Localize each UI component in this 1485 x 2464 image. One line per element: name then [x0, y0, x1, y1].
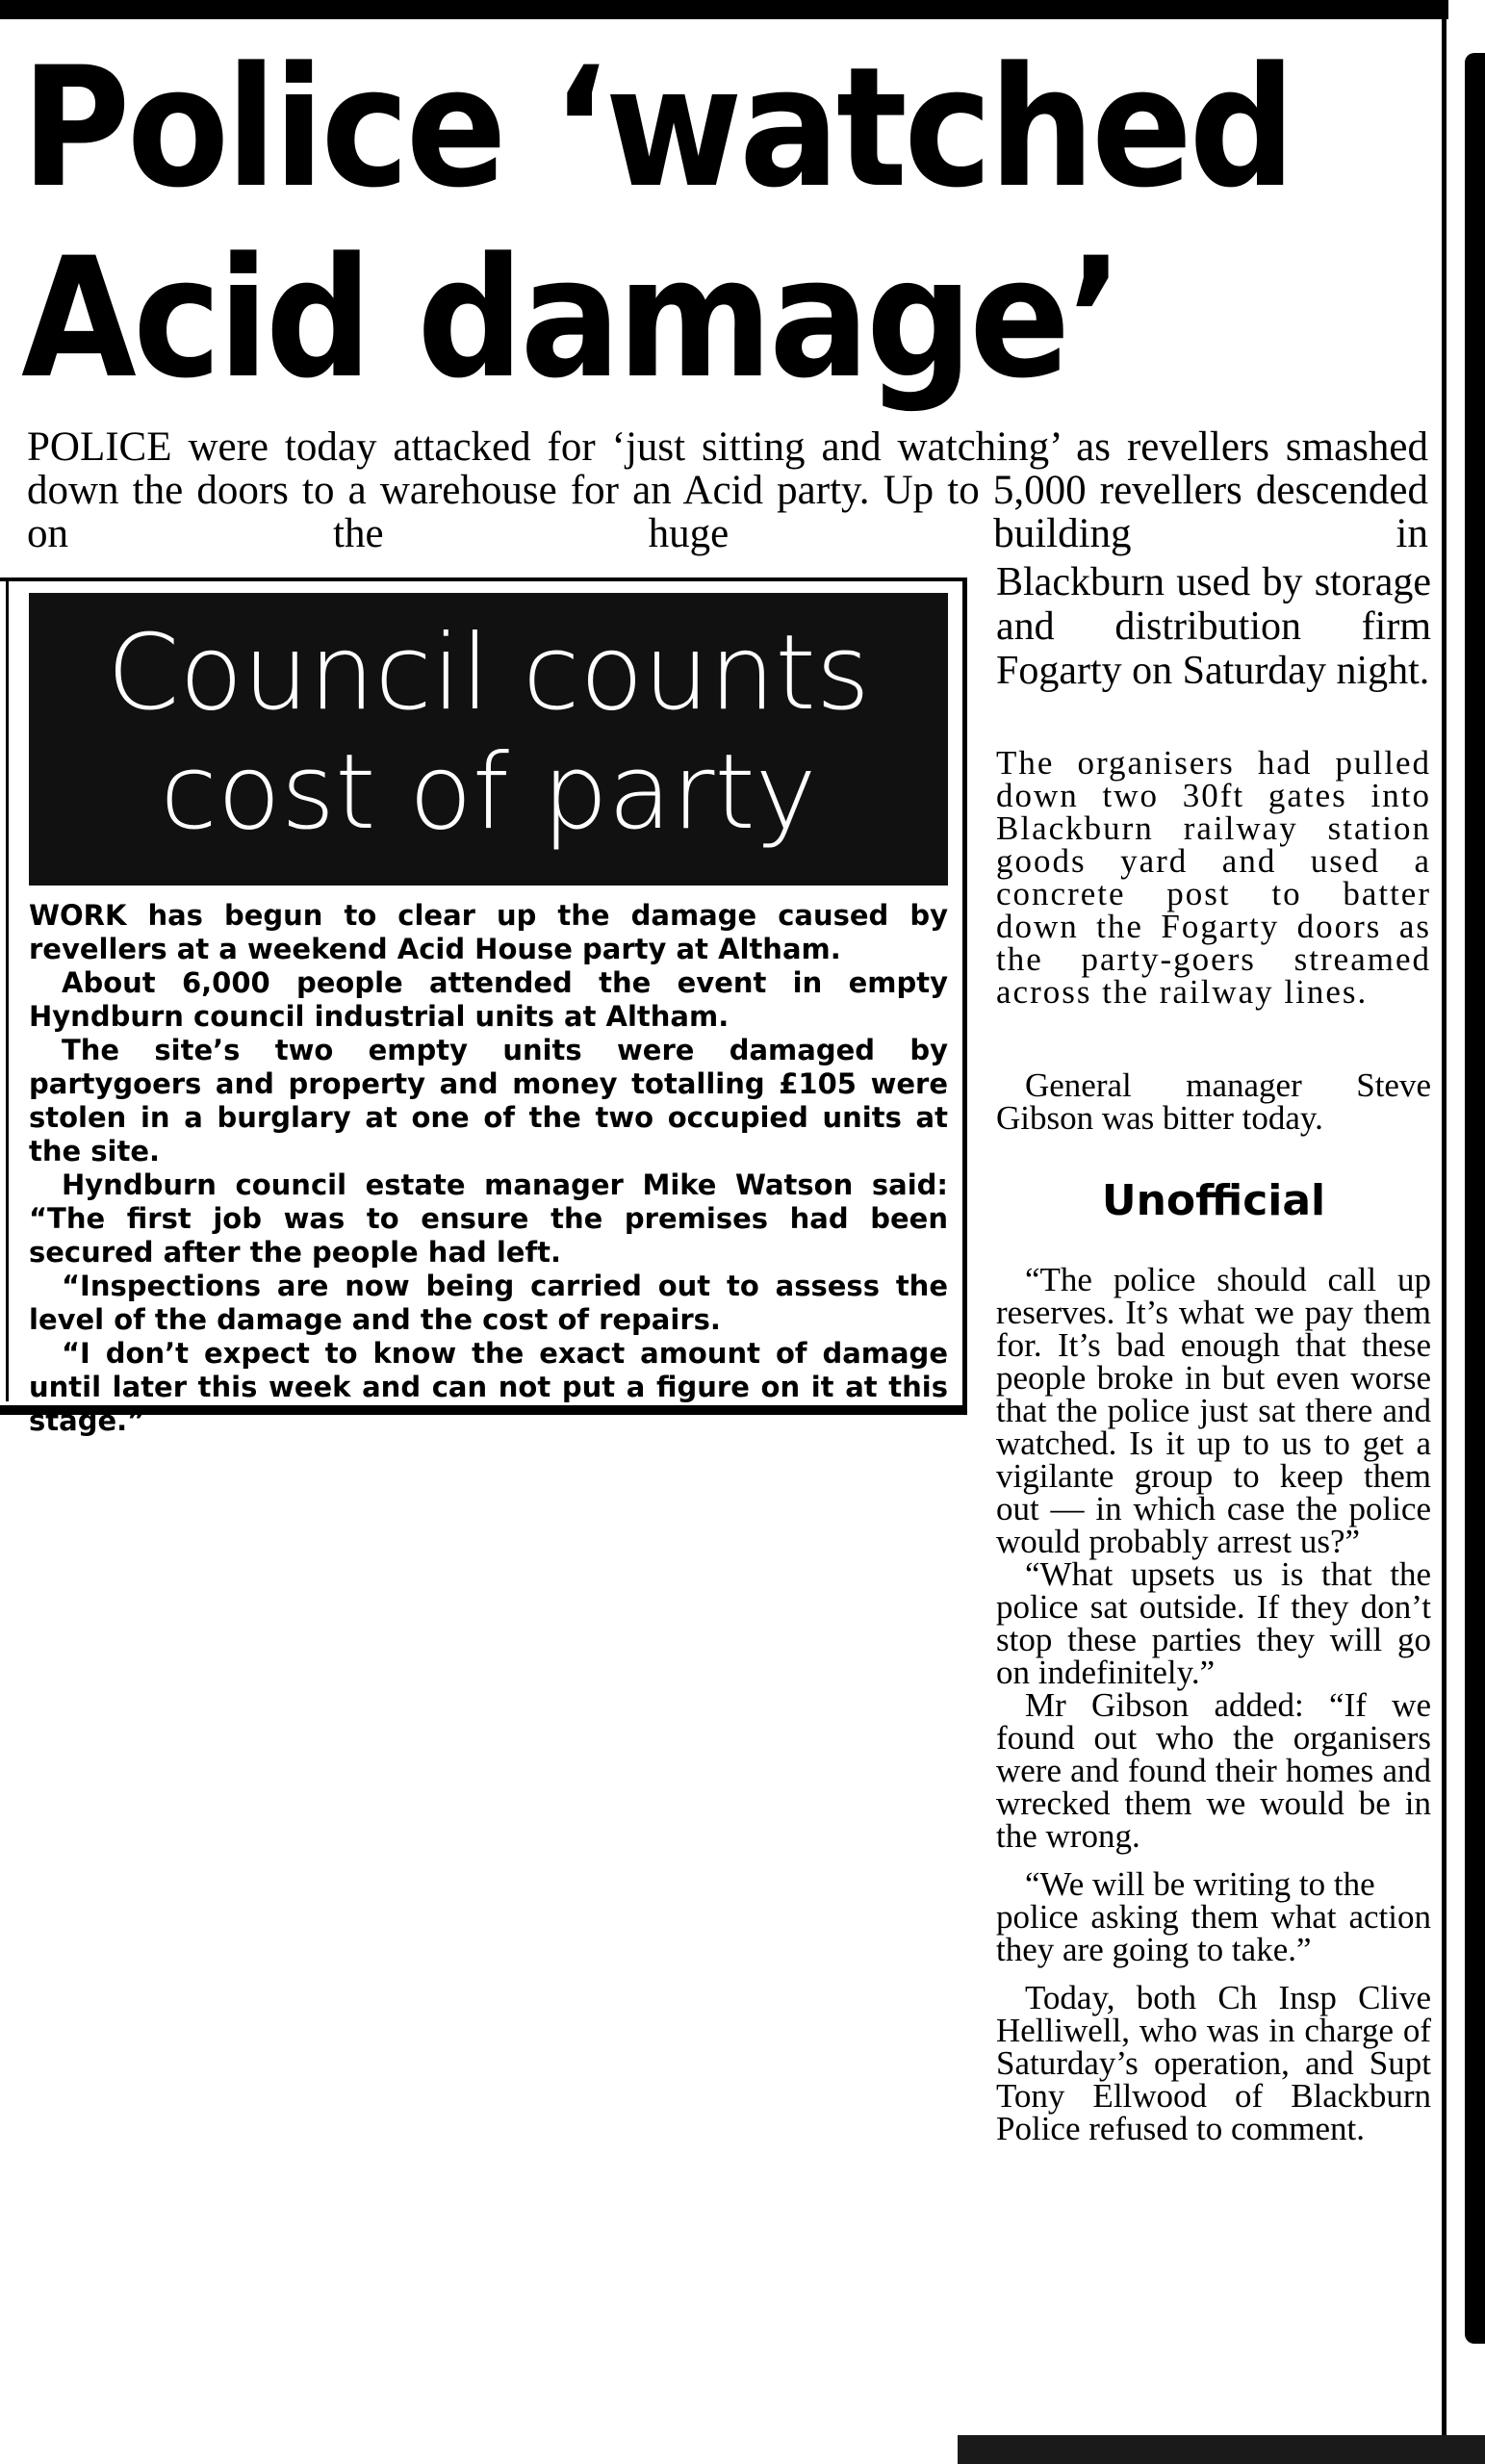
sidebar-headline [29, 593, 948, 886]
body-paragraph: Today, both Ch Insp Clive Helliwell, who was in charge of Saturday’s operation, and Supt Tony Ellwood of Blackburn Police refused to comment. [996, 1979, 1431, 2147]
sidebar-paragraph: The site’s two empty units were damaged by partygoers and property and money totalling £105 were stolen in a burglary at one of the two occupied units at the site. [29, 1034, 948, 1168]
adjacent-page-edge [1465, 53, 1485, 2344]
column-continued [996, 1261, 1431, 2147]
sidebar-headline-line-2: cost of party [160, 732, 817, 853]
headline-line-1: Police ‘watched [21, 31, 1293, 224]
body-paragraph: “What upsets us is that the police sat outside. If they don’t stop these parties they will go on indefinitely.” [996, 1555, 1431, 1691]
body-paragraph: Mr Gibson added: “If we found out who the organisers were and found their homes and wrecked them we would be in the wrong. [996, 1686, 1431, 1855]
column-paragraph-2 [996, 744, 1431, 1011]
column-paragraph-1 [996, 560, 1431, 693]
sidebar-paragraph: WORK has begun to clear up the damage caused by revellers at a weekend Acid House party at Altham. [29, 899, 948, 965]
top-rule [0, 0, 1448, 19]
sidebar-left-rule [6, 578, 9, 1401]
intro-paragraph: POLICE were today attacked for ‘just sitting and watching’ as revellers smashed down the doors to a warehouse for an Acid party. Up to 5,000 revellers descended on the huge building in [27, 424, 1428, 556]
sidebar-paragraph: About 6,000 people attended the event in empty Hyndburn council industrial units at Altham. [29, 966, 948, 1033]
body-paragraph: “We will be writing to the [1025, 1865, 1375, 1903]
body-paragraph: The organisers had pulled down two 30ft gates into Blackburn railway station goods yard and used a concrete post to batter down the Fogarty doors as the party-goers streamed across the railway lines. [996, 744, 1431, 1011]
body-paragraph: police asking them what action they are going to take.” [996, 1898, 1431, 1968]
sidebar-headline-line-1: Council counts [106, 613, 871, 733]
sidebar-paragraph: Hyndburn council estate manager Mike Watson said: “The first job was to ensure the premises had been secured after the people had left. [29, 1168, 948, 1269]
crosshead: Unofficial [1101, 1176, 1326, 1225]
sidebar-paragraph: “I don’t expect to know the exact amount of damage until later this week and can not put a figure on it at this stage.” [29, 1337, 948, 1437]
headline-line-2: Acid damage’ [21, 221, 1120, 415]
column-paragraph-3 [996, 1066, 1431, 1137]
column-rule [1442, 0, 1447, 2435]
body-paragraph: Blackburn used by storage and distribution firm Fogarty on Saturday night. [996, 560, 1431, 693]
body-paragraph: “The police should call up reserves. It’s what we pay them for. It’s bad enough that these people broke in but even worse that the police just sat there and watched. Is it up to us to get a vigilante group to keep them out — in which case the police would probably arrest us?” [996, 1261, 1431, 1560]
bottom-edge [958, 2435, 1485, 2464]
sidebar-body [29, 899, 948, 1438]
sidebar-paragraph: “Inspections are now being carried out to assess the level of the damage and the cost of repairs. [29, 1270, 948, 1336]
body-paragraph: General manager Steve Gibson was bitter today. [996, 1066, 1431, 1137]
main-headline [21, 33, 1294, 414]
